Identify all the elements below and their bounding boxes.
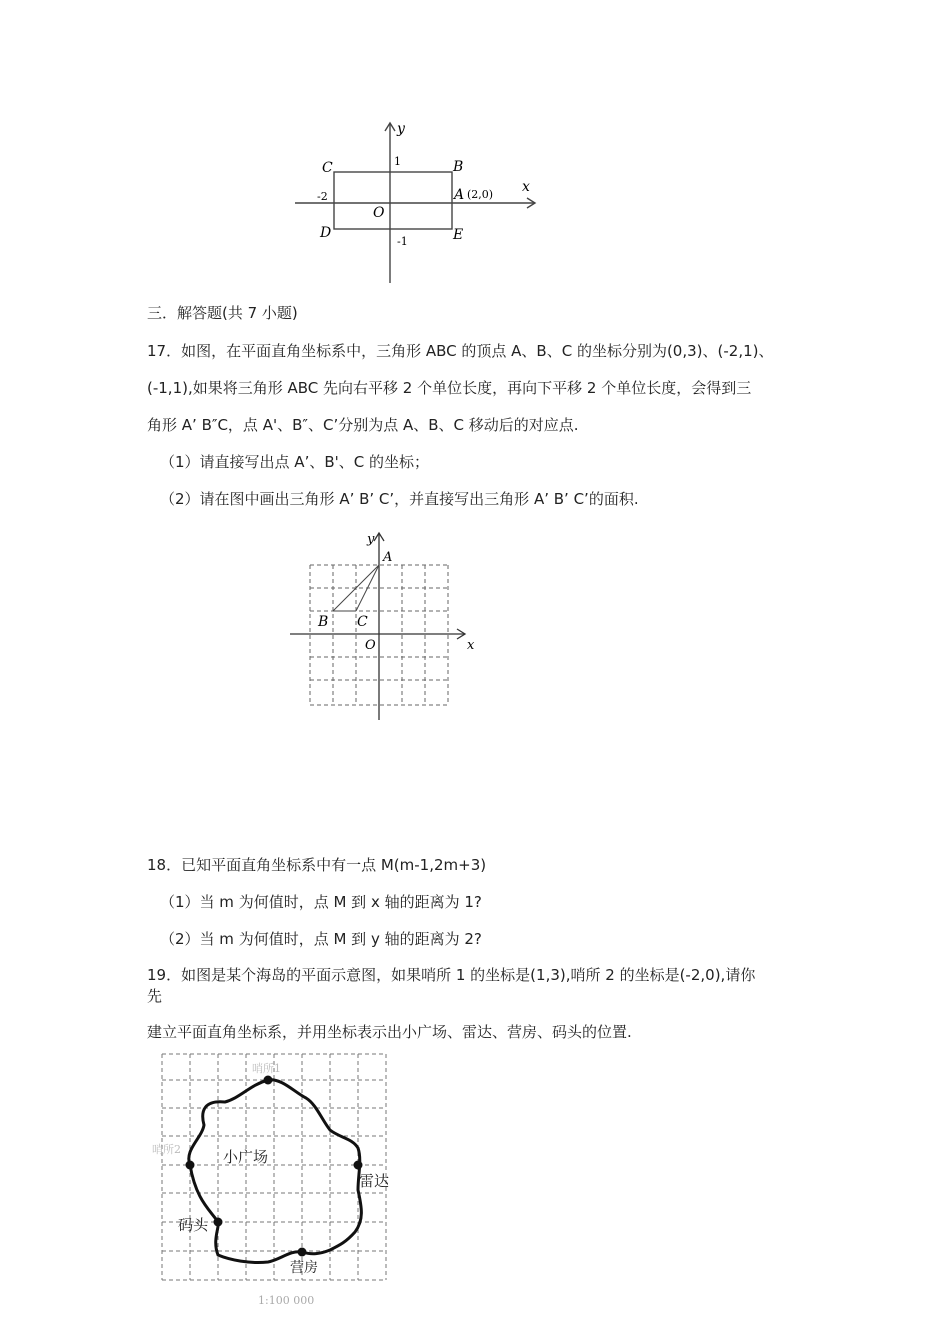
label-post2: 哨所2	[152, 1143, 181, 1156]
q18-line1: 18．已知平面直角坐标系中有一点 M(m-1,2m+3)	[147, 856, 487, 874]
barracks-dot	[298, 1248, 307, 1257]
label-D: D	[320, 225, 332, 241]
axis-y-label: y	[367, 532, 375, 547]
label-C: C	[357, 614, 368, 630]
q19-line3: 建立平面直角坐标系，并用坐标表示出小广场、雷达、营房、码头的位置.	[147, 1023, 632, 1041]
label-radar: 雷达	[359, 1172, 390, 1190]
wharf-dot	[214, 1218, 223, 1227]
axis-x-label: x	[467, 638, 475, 653]
label-O: O	[373, 205, 385, 221]
figure-rectangle-axes	[290, 115, 550, 290]
label-B: B	[318, 614, 329, 630]
label-A-coord: (2,0)	[467, 188, 494, 201]
q17-part1: （1）请直接写出点 A’、B'、C 的坐标；	[160, 453, 429, 471]
label-B: B	[453, 159, 464, 175]
label-post1: 哨所1	[252, 1062, 281, 1075]
axis-x-label: x	[522, 179, 530, 195]
q17-line2: (-1,1),如果将三角形 ABC 先向右平移 2 个单位长度，再向下平移 2 个单位长度，会得到三	[147, 379, 752, 397]
tick-1: 1	[394, 155, 401, 168]
q19-line1: 19．如图是某个海岛的平面示意图，如果哨所 1 的坐标是(1,3),哨所 2 的坐标是(-2,0),请你	[147, 966, 756, 984]
tick-neg1: -1	[397, 235, 408, 248]
post1-dot	[264, 1076, 273, 1085]
label-scale: 1:100 000	[258, 1294, 315, 1307]
label-wharf: 码头	[178, 1216, 209, 1234]
label-A: A	[383, 550, 393, 565]
section-heading: 三．解答题(共 7 小题)	[147, 304, 298, 322]
label-A: A	[454, 187, 465, 203]
radar-dot	[354, 1161, 363, 1170]
label-E: E	[453, 227, 464, 243]
figure-triangle-grid	[285, 525, 485, 725]
tick-neg2: -2	[317, 190, 328, 203]
label-barracks: 营房	[290, 1260, 318, 1276]
q18-part2: （2）当 m 为何值时，点 M 到 y 轴的距离为 2?	[160, 930, 482, 948]
q19-line2: 先	[147, 987, 163, 1005]
figure-island-map	[150, 1050, 400, 1312]
q17-line3: 角形 A’ B″C，点 A'、B″、C’分别为点 A、B、C 移动后的对应点.	[147, 416, 579, 434]
q17-part2: （2）请在图中画出三角形 A’ B’ C’，并直接写出三角形 A’ B’ C’的面积.	[160, 490, 639, 508]
label-C: C	[322, 160, 333, 176]
post2-dot	[186, 1161, 195, 1170]
axis-y-label: y	[397, 121, 405, 137]
q17-line1: 17．如图，在平面直角坐标系中，三角形 ABC 的顶点 A、B、C 的坐标分别为(0,3)、(-2,1)、	[147, 342, 774, 360]
q18-part1: （1）当 m 为何值时，点 M 到 x 轴的距离为 1?	[160, 893, 482, 911]
label-plaza: 小广场	[223, 1148, 269, 1166]
label-O: O	[365, 638, 376, 653]
